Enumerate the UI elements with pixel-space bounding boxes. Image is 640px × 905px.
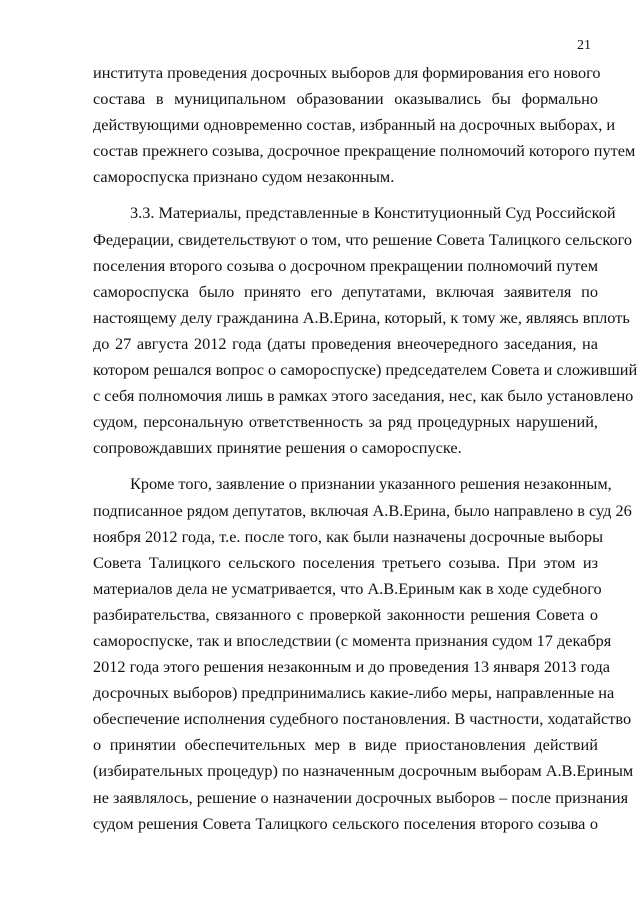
text-line: поселения второго созыва о досрочном прекращении полномочий путем: [93, 255, 598, 275]
paragraph: [93, 471, 634, 836]
text-line: котором решался вопрос о самороспуске) председателем Совета и сложивший: [93, 360, 638, 380]
text-line: подписанное рядом депутатов, включая А.В.Ерина, было направлено в суд 26: [93, 500, 632, 520]
text-line: Федерации, свидетельствуют о том, что решение Совета Талицкого сельского: [93, 229, 633, 249]
text-line: судом, персональную ответственность за ряд процедурных нарушений,: [93, 412, 598, 432]
text-line: самороспуске, так и впоследствии (с момента признания судом 17 декабря: [93, 630, 612, 650]
text-line: не заявлялось, решение о назначении досрочных выборов – после признания: [93, 787, 629, 807]
text-line: сопровождавших принятие решения о самороспуске.: [93, 438, 462, 458]
text-line: (избирательных процедур) по назначенным досрочным выборам А.В.Ериным: [93, 761, 634, 781]
text-line: самороспуска было принято его депутатами, включая заявителя по: [93, 281, 598, 301]
paragraph: [93, 200, 638, 461]
text-line: о принятии обеспечительных мер в виде приостановления действий: [93, 735, 598, 755]
text-line: института проведения досрочных выборов для формирования его нового: [93, 63, 601, 82]
paragraph-gap: [93, 461, 598, 471]
text-line: досрочных выборов) предпринимались какие-либо меры, направленные на: [93, 683, 615, 703]
text-line: судом решения Совета Талицкого сельского поселения второго созыва о: [93, 813, 598, 833]
text-line: 3.3. Материалы, представленные в Конституционный Суд Российской: [130, 203, 616, 223]
text-line: Совета Талицкого сельского поселения третьего созыва. При этом из: [93, 552, 598, 572]
text-line: Кроме того, заявление о признании указанного решения незаконным,: [130, 474, 612, 494]
text-line: до 27 августа 2012 года (даты проведения внеочередного заседания, на: [93, 333, 598, 353]
text-line: настоящему делу гражданина А.В.Ерина, который, к тому же, являясь вплоть: [93, 307, 630, 327]
text-line: с себя полномочия лишь в рамках этого заседания, нес, как было установлено: [93, 386, 634, 406]
text-line: материалов дела не усматривается, что А.В.Ериным как в ходе судебного: [93, 578, 602, 598]
paragraph: [93, 60, 636, 190]
text-line: состав прежнего созыва, досрочное прекращение полномочий которого путем: [93, 141, 636, 161]
text-line: обеспечение исполнения судебного постановления. В частности, ходатайство: [93, 709, 632, 729]
text-line: состава в муниципальном образовании оказывались бы формально: [93, 89, 598, 109]
text-line: ноября 2012 года, т.е. после того, как были назначены досрочные выборы: [93, 526, 604, 546]
page-number: 21: [577, 38, 591, 53]
text-line: действующими одновременно состав, избранный на досрочных выборах, и: [93, 115, 616, 135]
document-body: [93, 60, 638, 837]
text-line: 2012 года этого решения незаконным и до проведения 13 января 2013 года: [93, 657, 610, 677]
text-line: самороспуска признано судом незаконным.: [93, 167, 395, 187]
text-line: разбирательства, связанного с проверкой законности решения Совета о: [93, 604, 598, 624]
paragraph-gap: [93, 190, 598, 200]
